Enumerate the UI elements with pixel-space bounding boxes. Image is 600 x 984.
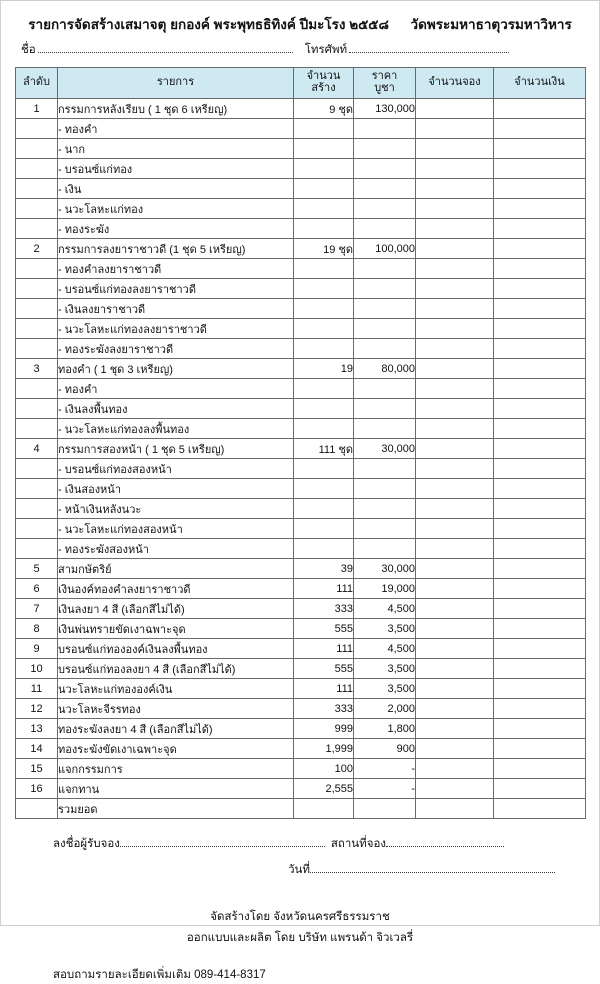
cell-item: นวะโลหะแก่ทององค์เงิน [58, 679, 294, 699]
cell-item-sub: - บรอนซ์แก่ทองสองหน้า [58, 459, 294, 479]
cell-amount[interactable] [494, 519, 586, 539]
cell-amount[interactable] [494, 439, 586, 459]
cell-price: 3,500 [354, 659, 416, 679]
cell-item-sub: - เงินลงพื้นทอง [58, 399, 294, 419]
cell-reserve-count[interactable] [416, 119, 494, 139]
cell-no: 3 [16, 359, 58, 379]
cell-no [16, 139, 58, 159]
phone-field-line[interactable] [349, 41, 509, 53]
table-row [16, 599, 586, 619]
cell-price [354, 299, 416, 319]
cell-amount[interactable] [494, 679, 586, 699]
cell-price: - [354, 779, 416, 799]
cell-no [16, 259, 58, 279]
table-row [16, 739, 586, 759]
cell-item-sub: - บรอนซ์แก่ทอง [58, 159, 294, 179]
cell-no [16, 459, 58, 479]
cell-amount[interactable] [494, 119, 586, 139]
column-header-amount: จำนวนเงิน [494, 68, 586, 99]
title-right-text: วัดพระมหาธาตุวรมหาวิหาร [410, 17, 572, 32]
cell-price [354, 519, 416, 539]
cell-amount[interactable] [494, 619, 586, 639]
table-row [16, 339, 586, 359]
table-row [16, 119, 586, 139]
table-row [16, 359, 586, 379]
cell-reserve-count[interactable] [416, 179, 494, 199]
cell-reserve-count[interactable] [416, 259, 494, 279]
table-row [16, 319, 586, 339]
cell-amount[interactable] [494, 479, 586, 499]
table-row [16, 639, 586, 659]
cell-item: สามกษัตริย์ [58, 559, 294, 579]
total-amount[interactable] [494, 799, 586, 819]
table-row [16, 459, 586, 479]
table-row [16, 239, 586, 259]
cell-reserve-count[interactable] [416, 659, 494, 679]
cell-reserve-count[interactable] [416, 639, 494, 659]
cell-quantity [294, 459, 354, 479]
cell-amount[interactable] [494, 499, 586, 519]
cell-quantity [294, 379, 354, 399]
cell-price [354, 219, 416, 239]
cell-price: 2,000 [354, 699, 416, 719]
cell-item-sub: - นวะโลหะแก่ทอง [58, 199, 294, 219]
cell-reserve-count[interactable] [416, 419, 494, 439]
cell-item: บรอนซ์แก่ทององค์เงินลงพื้นทอง [58, 639, 294, 659]
cell-price: 1,800 [354, 719, 416, 739]
cell-amount[interactable] [494, 279, 586, 299]
date-row [15, 861, 555, 879]
column-header-price-line2: บูชา [374, 82, 395, 94]
cell-price: 3,500 [354, 619, 416, 639]
cell-reserve-count[interactable] [416, 679, 494, 699]
table-row [16, 99, 586, 119]
cell-quantity [294, 119, 354, 139]
table-row [16, 399, 586, 419]
cell-item-sub: - เงินสองหน้า [58, 479, 294, 499]
form-fields-row [21, 41, 585, 59]
table-row [16, 679, 586, 699]
signature-line[interactable] [120, 835, 325, 847]
table-row [16, 579, 586, 599]
cell-item: กรรมการหลังเรียบ ( 1 ชุด 6 เหรียญ) [58, 99, 294, 119]
cell-quantity [294, 179, 354, 199]
table-row [16, 259, 586, 279]
cell-amount[interactable] [494, 759, 586, 779]
cell-quantity [294, 339, 354, 359]
cell-item: แจกทาน [58, 779, 294, 799]
cell-item-sub: - บรอนซ์แก่ทองลงยาราชาวดี [58, 279, 294, 299]
cell-amount[interactable] [494, 639, 586, 659]
footer [15, 907, 585, 950]
table-row [16, 159, 586, 179]
table-row [16, 559, 586, 579]
cell-reserve-count[interactable] [416, 519, 494, 539]
cell-reserve-count[interactable] [416, 619, 494, 639]
cell-amount[interactable] [494, 359, 586, 379]
cell-price: 900 [354, 739, 416, 759]
table-row [16, 419, 586, 439]
cell-quantity: 333 [294, 599, 354, 619]
cell-quantity [294, 199, 354, 219]
cell-quantity: 1,999 [294, 739, 354, 759]
cell-amount[interactable] [494, 259, 586, 279]
table-row [16, 139, 586, 159]
cell-no [16, 379, 58, 399]
cell-item: กรรมการลงยาราชาวดี (1 ชุด 5 เหรียญ) [58, 239, 294, 259]
cell-no [16, 399, 58, 419]
cell-no: 7 [16, 599, 58, 619]
table-total-row [16, 799, 586, 819]
cell-amount[interactable] [494, 179, 586, 199]
cell-item-sub: - นวะโลหะแก่ทองลงยาราชาวดี [58, 319, 294, 339]
name-field-line[interactable] [38, 41, 293, 53]
cell-price [354, 399, 416, 419]
table-row [16, 659, 586, 679]
cell-quantity: 111 [294, 639, 354, 659]
cell-no: 2 [16, 239, 58, 259]
cell-price [354, 279, 416, 299]
cell-reserve-count[interactable] [416, 599, 494, 619]
column-header-quantity [294, 68, 354, 99]
cell-quantity: 555 [294, 619, 354, 639]
cell-no [16, 539, 58, 559]
cell-amount[interactable] [494, 659, 586, 679]
order-table [15, 67, 586, 819]
cell-reserve-count[interactable] [416, 239, 494, 259]
cell-amount[interactable] [494, 559, 586, 579]
cell-item: เงินลงยา 4 สี (เลือกสีไม่ได้) [58, 599, 294, 619]
cell-amount[interactable] [494, 339, 586, 359]
cell-reserve-count[interactable] [416, 499, 494, 519]
footer-line-producer: จัดสร้างโดย จังหวัดนครศรีธรรมราช [210, 911, 390, 923]
cell-price [354, 799, 416, 819]
cell-reserve-count[interactable] [416, 459, 494, 479]
cell-quantity: 19 [294, 359, 354, 379]
cell-reserve-count[interactable] [416, 359, 494, 379]
cell-price [354, 339, 416, 359]
signature-label: ลงชื่อผู้รับจอง [53, 838, 120, 850]
cell-price [354, 479, 416, 499]
cell-no: 14 [16, 739, 58, 759]
table-row [16, 759, 586, 779]
date-line[interactable] [310, 861, 555, 873]
cell-price: 4,500 [354, 639, 416, 659]
cell-quantity [294, 799, 354, 819]
cell-reserve-count[interactable] [416, 99, 494, 119]
table-row [16, 719, 586, 739]
contact-line: สอบถามรายละเอียดเพิ่มเติม 089-414-8317 [53, 968, 266, 981]
cell-no: 5 [16, 559, 58, 579]
cell-item-sub: - ทองคำ [58, 119, 294, 139]
cell-quantity: 39 [294, 559, 354, 579]
cell-no: 8 [16, 619, 58, 639]
cell-reserve-count[interactable] [416, 379, 494, 399]
cell-no: 1 [16, 99, 58, 119]
cell-reserve-count[interactable] [416, 439, 494, 459]
column-header-quantity-line2: สร้าง [311, 82, 336, 94]
cell-quantity [294, 299, 354, 319]
cell-item: เงินองค์ทองคำลงยาราชาวดี [58, 579, 294, 599]
cell-amount[interactable] [494, 539, 586, 559]
table-row [16, 539, 586, 559]
place-label: สถานที่จอง [330, 838, 387, 850]
cell-quantity [294, 279, 354, 299]
cell-price [354, 199, 416, 219]
table-row [16, 279, 586, 299]
cell-no [16, 799, 58, 819]
cell-item-sub: - ทองระฆังสองหน้า [58, 539, 294, 559]
total-label: รวมยอด [58, 799, 294, 819]
cell-amount[interactable] [494, 99, 586, 119]
cell-quantity: 111 ชุด [294, 439, 354, 459]
cell-price [354, 419, 416, 439]
table-row [16, 699, 586, 719]
cell-amount[interactable] [494, 219, 586, 239]
table-row [16, 179, 586, 199]
table-row [16, 779, 586, 799]
name-field[interactable] [21, 41, 293, 59]
cell-amount[interactable] [494, 159, 586, 179]
cell-price [354, 159, 416, 179]
cell-item-sub: - เงินลงยาราชาวดี [58, 299, 294, 319]
cell-item: ทองคำ ( 1 ชุด 3 เหรียญ) [58, 359, 294, 379]
cell-reserve-count[interactable] [416, 739, 494, 759]
cell-item: ทองระฆังลงยา 4 สี (เลือกสีไม่ได้) [58, 719, 294, 739]
cell-item-sub: - ทองระฆังลงยาราชาวดี [58, 339, 294, 359]
table-row [16, 519, 586, 539]
table-row [16, 379, 586, 399]
cell-quantity [294, 259, 354, 279]
cell-price: 3,500 [354, 679, 416, 699]
cell-item-sub: - นวะโลหะแก่ทองสองหน้า [58, 519, 294, 539]
cell-amount[interactable] [494, 139, 586, 159]
cell-reserve-count[interactable] [416, 699, 494, 719]
cell-amount[interactable] [494, 399, 586, 419]
cell-price [354, 499, 416, 519]
cell-no [16, 119, 58, 139]
table-body [16, 99, 586, 819]
cell-quantity [294, 499, 354, 519]
signature-row [53, 835, 585, 853]
cell-reserve-count[interactable] [416, 579, 494, 599]
cell-reserve-count[interactable] [416, 759, 494, 779]
column-header-quantity-line1: จำนวน [306, 70, 341, 83]
cell-reserve-count[interactable] [416, 559, 494, 579]
cell-amount[interactable] [494, 459, 586, 479]
cell-no: 16 [16, 779, 58, 799]
cell-quantity [294, 519, 354, 539]
cell-item: แจกกรรมการ [58, 759, 294, 779]
cell-item: นวะโลหะจีรรทอง [58, 699, 294, 719]
cell-quantity: 9 ชุด [294, 99, 354, 119]
cell-no [16, 159, 58, 179]
cell-reserve-count[interactable] [416, 159, 494, 179]
title-left-text: รายการจัดสร้างเสมาจตุ ยกองค์ พระพุทธธิทิงค์ ปีมะโรง ๒๕๕๘ [28, 17, 389, 32]
column-header-item: รายการ [58, 68, 294, 99]
phone-field[interactable] [305, 41, 509, 59]
cell-reserve-count[interactable] [416, 139, 494, 159]
cell-no [16, 299, 58, 319]
cell-quantity [294, 139, 354, 159]
table-header-row [16, 68, 586, 99]
cell-amount[interactable] [494, 779, 586, 799]
cell-item: เงินพ่นทรายขัดเงาฉพาะจุด [58, 619, 294, 639]
cell-amount[interactable] [494, 599, 586, 619]
cell-amount[interactable] [494, 739, 586, 759]
cell-reserve-count[interactable] [416, 479, 494, 499]
cell-price [354, 179, 416, 199]
cell-quantity: 100 [294, 759, 354, 779]
table-row [16, 479, 586, 499]
cell-item-sub: - ทองคำ [58, 379, 294, 399]
cell-price [354, 259, 416, 279]
place-line[interactable] [386, 835, 504, 847]
cell-amount[interactable] [494, 319, 586, 339]
cell-reserve-count[interactable] [416, 279, 494, 299]
cell-amount[interactable] [494, 199, 586, 219]
cell-reserve-count[interactable] [416, 339, 494, 359]
cell-no [16, 339, 58, 359]
table-row [16, 439, 586, 459]
cell-no [16, 479, 58, 499]
cell-no [16, 219, 58, 239]
cell-no: 9 [16, 639, 58, 659]
cell-amount[interactable] [494, 419, 586, 439]
cell-no [16, 319, 58, 339]
total-reserve-count[interactable] [416, 799, 494, 819]
column-header-price [354, 68, 416, 99]
cell-quantity [294, 159, 354, 179]
cell-amount[interactable] [494, 699, 586, 719]
cell-amount[interactable] [494, 719, 586, 739]
cell-item: ทองระฆังขัดเงาเฉพาะจุด [58, 739, 294, 759]
cell-item: กรรมการสองหน้า ( 1 ชุด 5 เหรียญ) [58, 439, 294, 459]
cell-quantity [294, 419, 354, 439]
cell-quantity [294, 539, 354, 559]
cell-price [354, 119, 416, 139]
cell-no [16, 179, 58, 199]
cell-amount[interactable] [494, 379, 586, 399]
cell-price: 130,000 [354, 99, 416, 119]
cell-quantity: 111 [294, 679, 354, 699]
cell-no [16, 279, 58, 299]
cell-reserve-count[interactable] [416, 779, 494, 799]
cell-item-sub: - หน้าเงินหลังนวะ [58, 499, 294, 519]
cell-no [16, 519, 58, 539]
cell-reserve-count[interactable] [416, 719, 494, 739]
table-row [16, 499, 586, 519]
cell-amount[interactable] [494, 239, 586, 259]
cell-no: 11 [16, 679, 58, 699]
date-label: วันที่ [288, 864, 310, 876]
cell-quantity: 2,555 [294, 779, 354, 799]
table-row [16, 199, 586, 219]
column-header-reserve-count: จำนวนจอง [416, 68, 494, 99]
cell-quantity [294, 399, 354, 419]
cell-no [16, 199, 58, 219]
cell-reserve-count[interactable] [416, 299, 494, 319]
cell-quantity [294, 479, 354, 499]
cell-price: 4,500 [354, 599, 416, 619]
cell-quantity: 555 [294, 659, 354, 679]
cell-amount[interactable] [494, 299, 586, 319]
cell-price [354, 319, 416, 339]
cell-price [354, 539, 416, 559]
cell-price: 80,000 [354, 359, 416, 379]
cell-reserve-count[interactable] [416, 319, 494, 339]
cell-item-sub: - ทองระฆัง [58, 219, 294, 239]
table-row [16, 619, 586, 639]
cell-no [16, 499, 58, 519]
cell-no: 13 [16, 719, 58, 739]
cell-item-sub: - นวะโลหะแก่ทองลงพื้นทอง [58, 419, 294, 439]
cell-item-sub: - นาก [58, 139, 294, 159]
cell-price: 19,000 [354, 579, 416, 599]
cell-no: 6 [16, 579, 58, 599]
cell-quantity: 111 [294, 579, 354, 599]
cell-item: บรอนซ์แก่ทองลงยา 4 สี (เลือกสีไม่ได้) [58, 659, 294, 679]
cell-no [16, 419, 58, 439]
cell-item-sub: - ทองคำลงยาราชาวดี [58, 259, 294, 279]
cell-quantity [294, 219, 354, 239]
cell-reserve-count[interactable] [416, 399, 494, 419]
cell-no: 15 [16, 759, 58, 779]
cell-price: 30,000 [354, 439, 416, 459]
cell-reserve-count[interactable] [416, 199, 494, 219]
cell-price: 30,000 [354, 559, 416, 579]
cell-quantity: 333 [294, 699, 354, 719]
name-field-label: ชื่อ [21, 44, 36, 56]
cell-reserve-count[interactable] [416, 539, 494, 559]
cell-quantity: 999 [294, 719, 354, 739]
cell-price [354, 139, 416, 159]
table-header [16, 68, 586, 99]
cell-price [354, 459, 416, 479]
cell-quantity: 19 ชุด [294, 239, 354, 259]
table-row [16, 219, 586, 239]
table-row [16, 299, 586, 319]
cell-amount[interactable] [494, 579, 586, 599]
cell-item-sub: - เงิน [58, 179, 294, 199]
cell-quantity [294, 319, 354, 339]
cell-reserve-count[interactable] [416, 219, 494, 239]
cell-no: 4 [16, 439, 58, 459]
column-header-no: ลำดับ [16, 68, 58, 99]
cell-no: 12 [16, 699, 58, 719]
phone-field-label: โทรศัพท์ [304, 44, 348, 56]
cell-price [354, 379, 416, 399]
cell-no: 10 [16, 659, 58, 679]
footer-line-manufacturer: ออกแบบและผลิต โดย บริษัท แพรนด้า จิวเวลรี่ [186, 932, 414, 945]
column-header-price-line1: ราคา [371, 70, 398, 83]
cell-price: - [354, 759, 416, 779]
cell-price: 100,000 [354, 239, 416, 259]
page-title [15, 13, 585, 35]
